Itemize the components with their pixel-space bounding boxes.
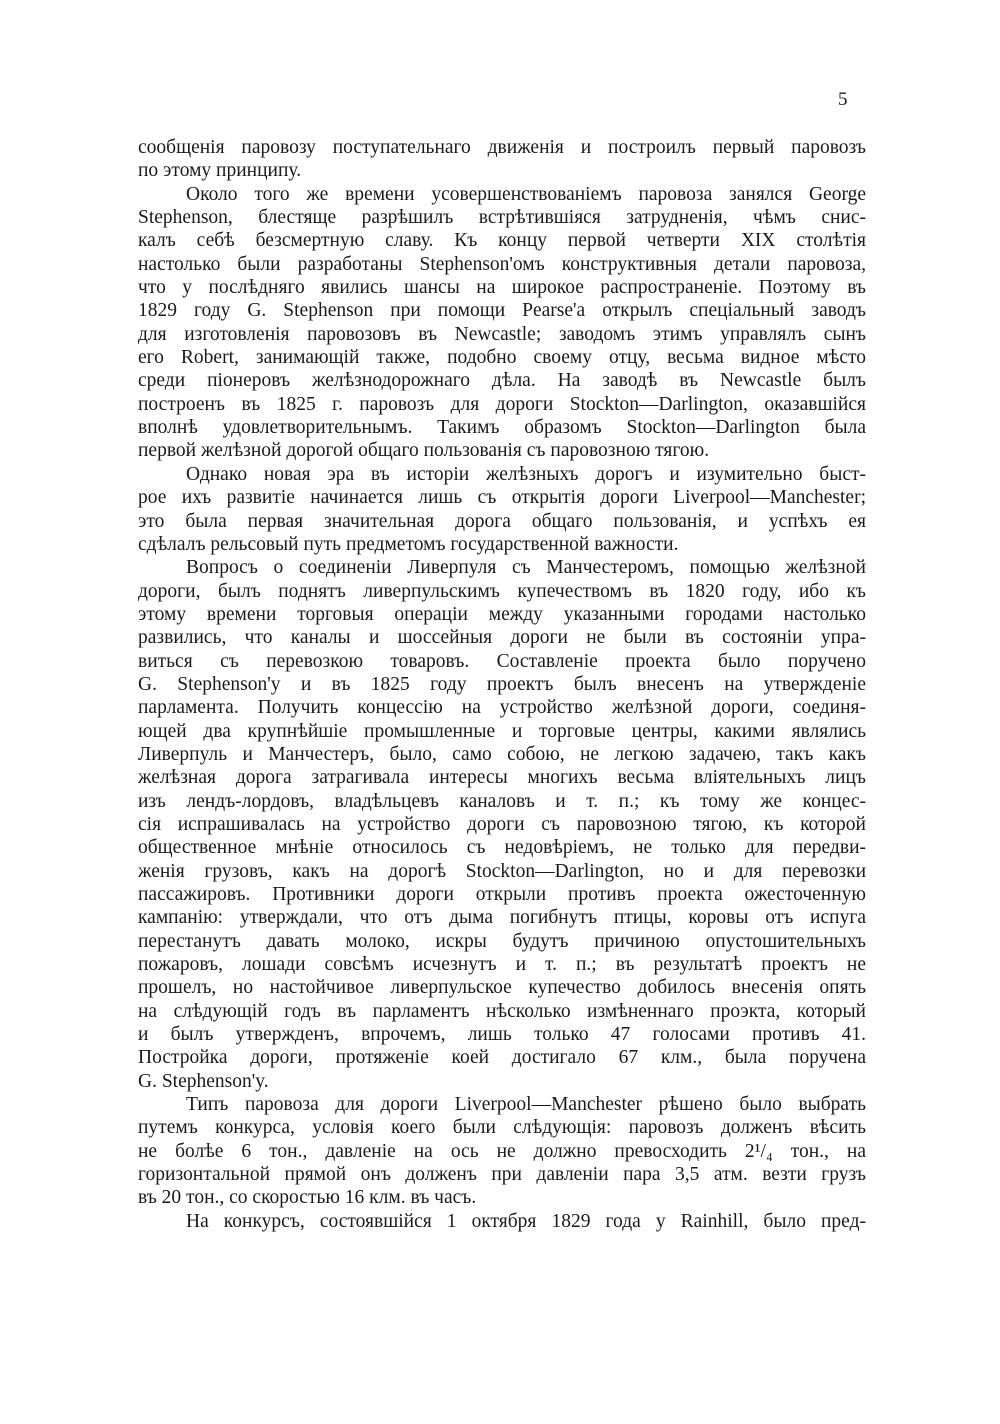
text-line: сдѣлалъ рельсовый путь предметомъ государственной важности.: [138, 533, 679, 555]
text-line: кампанію: утверждали, что отъ дыма погибнутъ птицы, коровы отъ испуга: [138, 907, 866, 929]
text-line: Вопросъ о соединеніи Ливерпуля съ Манчестеромъ, помощью желѣзной: [186, 557, 866, 579]
text-line: для изготовленія паровозовъ въ Newcastle; заводомъ этимъ управлялъ сынъ: [138, 323, 866, 345]
text-line: Типъ паровоза для дороги Liverpool—Manchester рѣшено было выбрать: [186, 1094, 866, 1116]
text-line: ющей два крупнѣйшіе промышленные и торговые центры, какими являлись: [138, 720, 866, 742]
text-line: пожаровъ, лошади совсѣмъ исчезнутъ и т. п.; въ результатѣ проектъ не: [138, 954, 866, 976]
text-line: G. Stephenson'y.: [138, 1070, 269, 1092]
text-line: горизонтальной прямой онъ долженъ при давленіи пара 3,5 атм. везти грузъ: [138, 1164, 866, 1186]
text-line: Ливерпуль и Манчестеръ, было, само собою, не легкою задачею, такъ какъ: [138, 743, 866, 765]
text-line: На конкурсъ, состоявшійся 1 октября 1829 года у Rainhill, было пред-: [186, 1210, 866, 1232]
text-line: построенъ въ 1825 г. паровозъ для дороги Stockton—Darlington, оказавшійся: [138, 393, 866, 415]
text-line: Stephenson, блестяще разрѣшилъ встрѣтившіяся затрудненія, чѣмъ снис-: [138, 207, 866, 229]
text-line: сообщенія паровозу поступательнаго движенія и построилъ первый паровозъ: [138, 137, 866, 158]
text-line: не болѣе 6 тон., давленіе на ось не должно превосходить 2¹/₄ тон., на: [138, 1140, 866, 1162]
text-line: что у послѣдняго явились шансы на широкое распространеніе. Поэтому въ: [138, 277, 866, 299]
text-line: желѣзная дорога затрагивала интересы многихъ весьма вліятельныхъ лицъ: [138, 767, 866, 789]
text-line: рое ихъ развитіе начинается лишь съ открытія дороги Liverpool—Manchester;: [138, 487, 866, 509]
text-line: G. Stephenson'y и въ 1825 году проектъ былъ внесенъ на утвержденіе: [138, 673, 866, 695]
text-line: изъ лендъ-лордовъ, владѣльцевъ каналовъ и т. п.; къ тому же концес-: [138, 790, 866, 812]
text-line: сія испрашивалась на устройство дороги съ паровозною тягою, къ которой: [138, 813, 866, 835]
text-line: калъ себѣ безсмертную славу. Къ концу первой четверти XIX столѣтія: [138, 230, 866, 252]
text-line: женія грузовъ, какъ на дорогѣ Stockton—Darlington, но и для перевозки: [138, 860, 866, 882]
text-line: это была первая значительная дорога общаго пользованія, и успѣхъ ея: [138, 510, 866, 532]
text-line: его Robert, занимающій также, подобно своему отцу, весьма видное мѣсто: [138, 347, 866, 369]
text-line: въ 20 тон., со скоростью 16 клм. въ часъ.: [138, 1187, 477, 1209]
text-line: настолько были разработаны Stephenson'омъ конструктивныя детали паровоза,: [138, 253, 866, 275]
text-line: путемъ конкурса, условія коего были слѣдующія: паровозъ долженъ вѣсить: [138, 1117, 866, 1139]
text-line: 1829 году G. Stephenson при помощи Pearse'a открылъ спеціальный заводъ: [138, 300, 866, 322]
text-line: перестанутъ давать молоко, искры будутъ причиною опустошительныхъ: [138, 930, 866, 952]
text-line: виться съ перевозкою товаровъ. Составленіе проекта было поручено: [138, 650, 866, 672]
text-line: парламента. Получить концессію на устройство желѣзной дороги, соединя-: [138, 697, 866, 719]
text-line: и былъ утвержденъ, впрочемъ, лишь только 47 голосами противъ 41.: [138, 1024, 866, 1046]
page-number: 5: [838, 89, 848, 110]
text-line: общественное мнѣніе относилось съ недовѣріемъ, не только для передви-: [138, 837, 866, 859]
text-line: Однако новая эра въ исторіи желѣзныхъ дорогъ и изумительно быст-: [186, 463, 866, 485]
text-line: развились, что каналы и шоссейныя дороги не были въ состояніи упра-: [138, 627, 866, 649]
text-line: дороги, былъ поднятъ ливерпульскимъ купечествомъ въ 1820 году, ибо къ: [138, 580, 866, 602]
body-text: [138, 136, 866, 1233]
text-line: на слѣдующій годъ въ парламентъ нѣсколько измѣненнаго проэкта, который: [138, 1000, 866, 1022]
text-line: первой желѣзной дорогой общаго пользованія съ паровозною тягою.: [138, 440, 710, 462]
text-line: вполнѣ удовлетворительнымъ. Такимъ образомъ Stockton—Darlington была: [138, 417, 866, 439]
text-line: этому времени торговыя операціи между указанными городами настолько: [138, 603, 866, 625]
text-line: Постройка дороги, протяженіе коей достигало 67 клм., была поручена: [138, 1047, 866, 1069]
text-line: по этому принципу.: [138, 160, 302, 182]
text-line: Около того же времени усовершенствованіемъ паровоза занялся George: [186, 183, 866, 205]
text-line: пассажировъ. Противники дороги открыли противъ проекта ожесточенную: [138, 884, 866, 905]
text-line: среди піонеровъ желѣзнодорожнаго дѣла. На заводѣ въ Newcastle былъ: [138, 370, 866, 392]
text-line: прошелъ, но настойчивое ливерпульское купечество добилось внесенія опять: [138, 977, 866, 999]
